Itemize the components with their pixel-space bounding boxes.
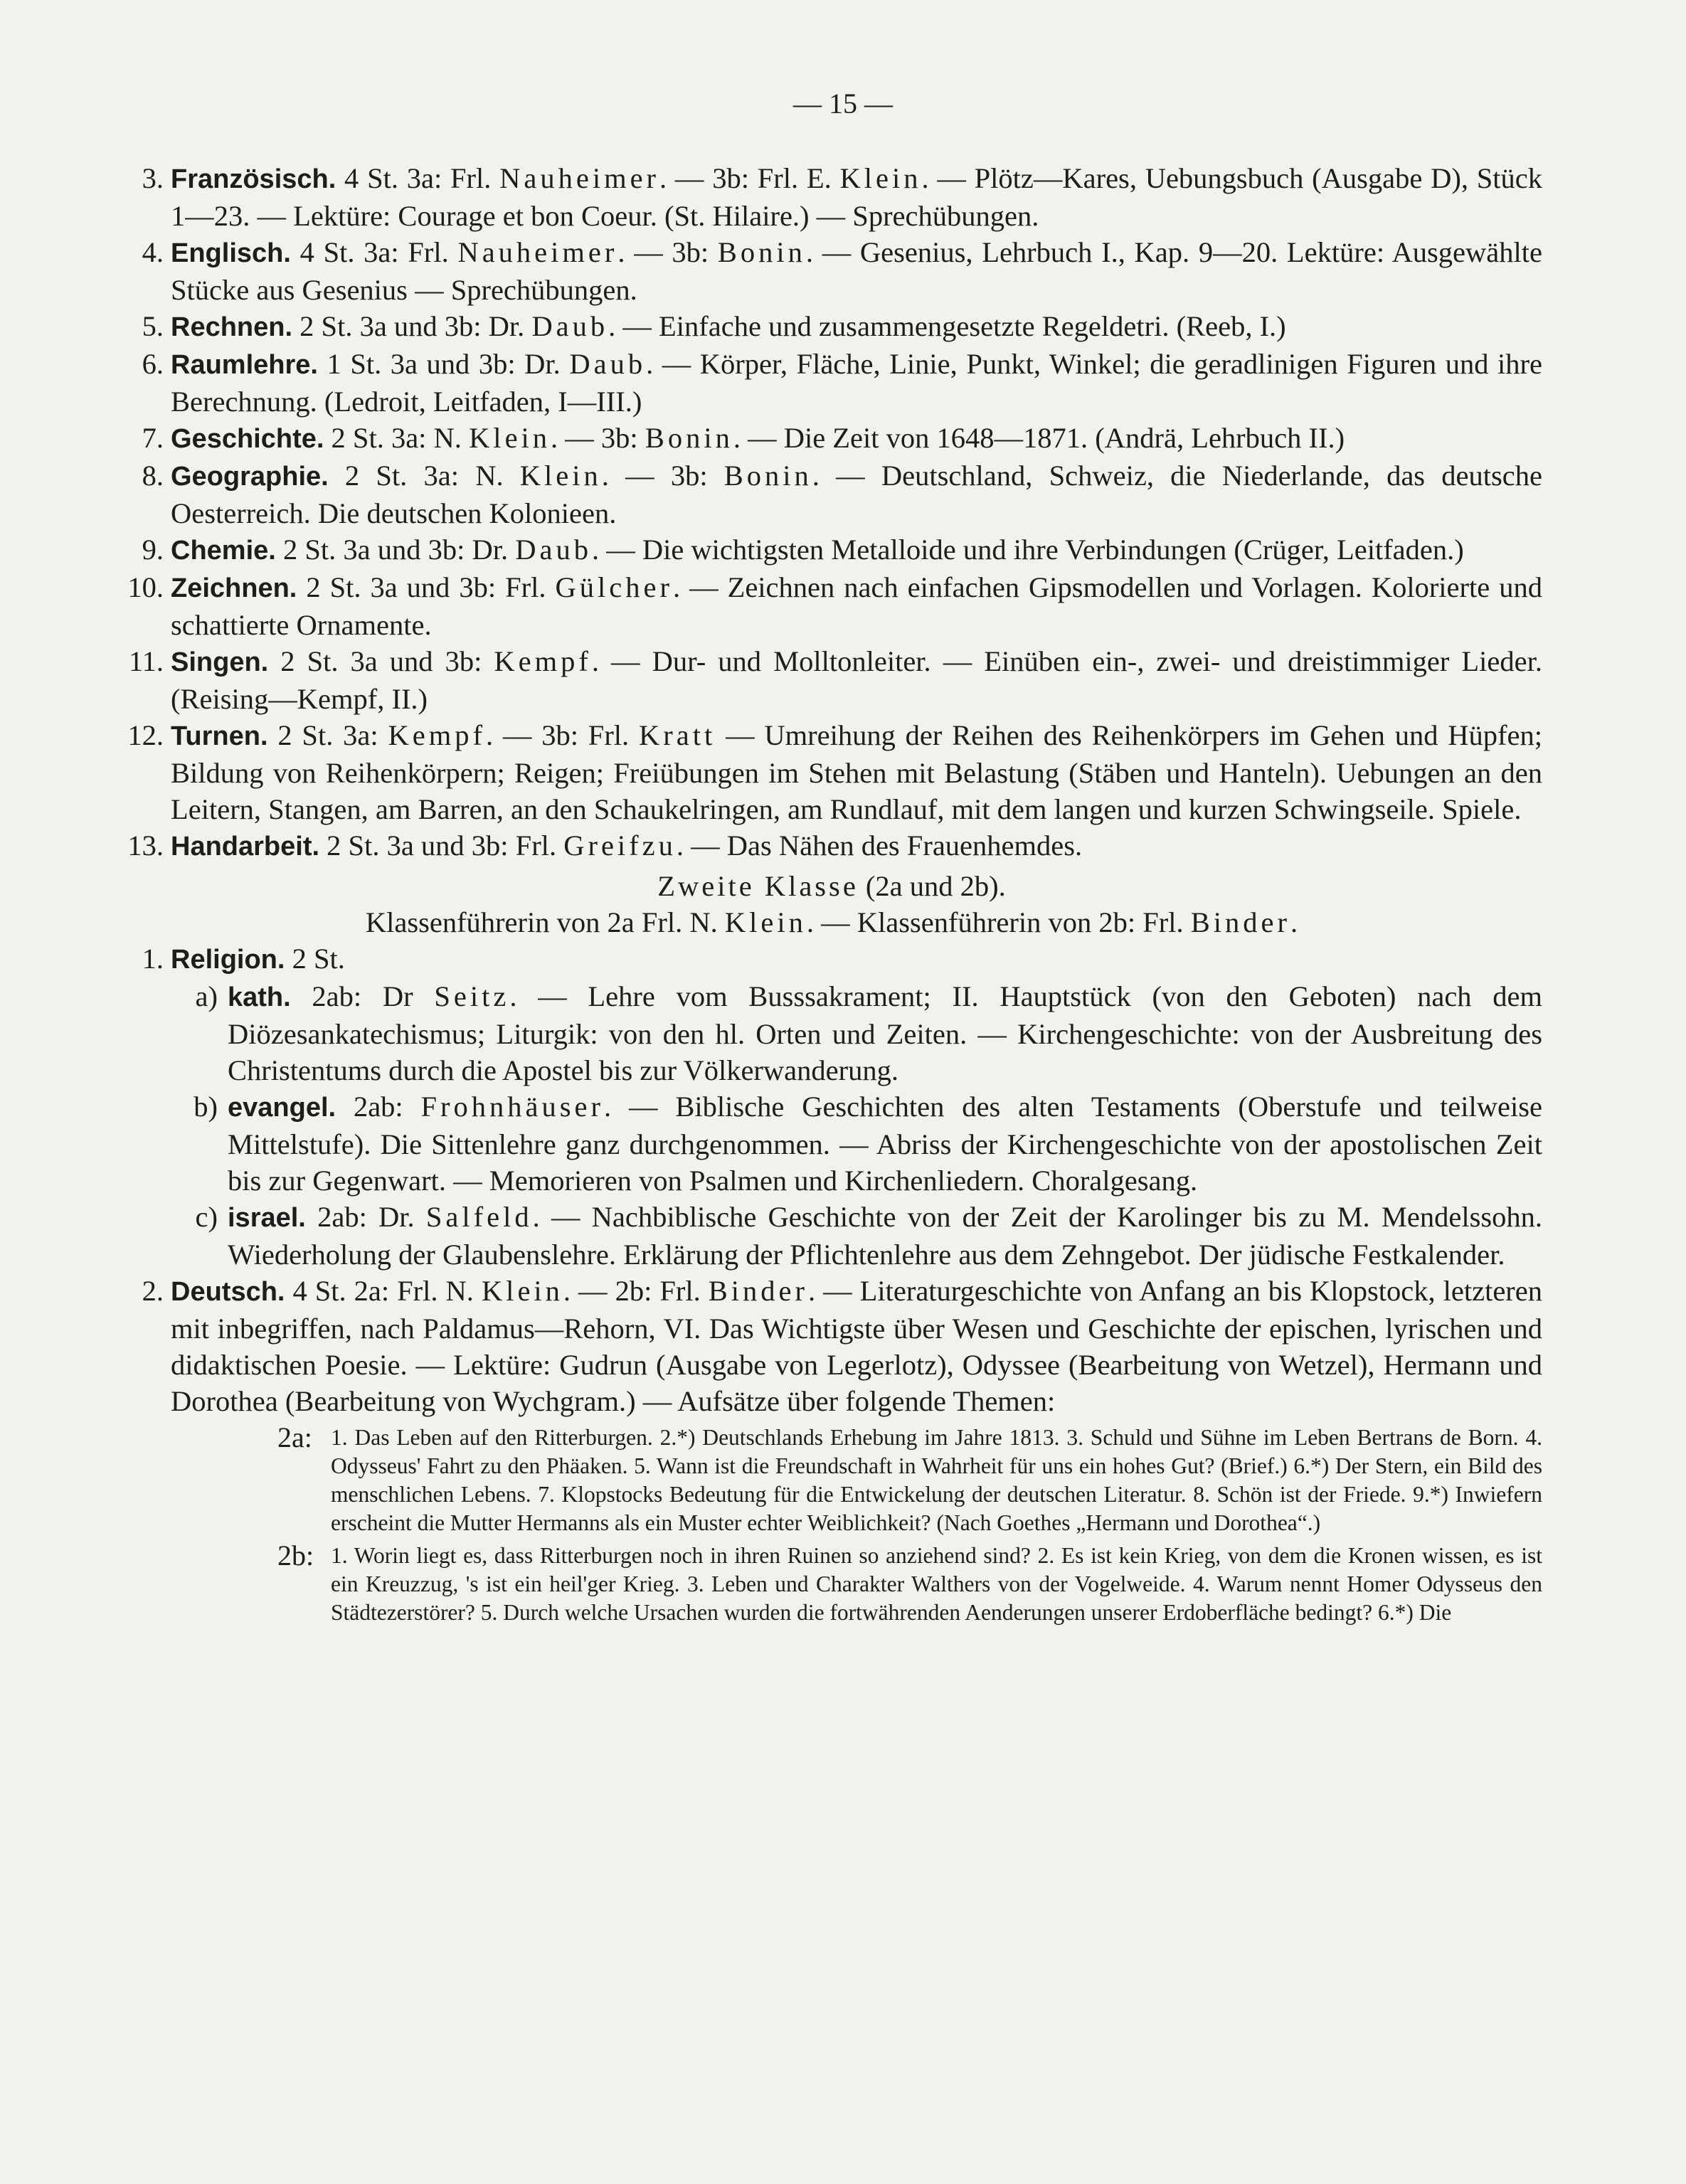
- person-name: Nauheimer: [457, 236, 618, 268]
- theme-class: 2a:: [277, 1421, 312, 1453]
- theme-block: [277, 1421, 1542, 1537]
- text-run: . — Deutschland, Schweiz, die Niederlande, das deutsche Oesterreich. Die deutschen Kolonieen.: [171, 460, 1542, 529]
- text-run: 2ab: Dr.: [305, 1201, 426, 1233]
- subject-item: [121, 346, 1542, 420]
- subject-body: [171, 940, 1542, 978]
- subject-body: [171, 160, 1542, 234]
- text-run: 4 St.: [336, 162, 407, 194]
- subject-number: 1.: [142, 943, 164, 975]
- person-name: Gülcher: [555, 571, 673, 603]
- person-name: Daub: [515, 534, 592, 566]
- subject-heading: Religion.: [171, 945, 285, 975]
- subject-number: 4.: [142, 236, 164, 268]
- text-run: . — Die Zeit von 1648—1871. (Andrä, Lehrbuch II.): [733, 422, 1345, 454]
- text-run: 1 St. 3a und 3b: Dr.: [317, 348, 570, 380]
- essay-themes: [121, 1421, 1542, 1627]
- subject-number: 7.: [142, 422, 164, 454]
- subsection-label: b): [193, 1091, 218, 1123]
- person-name: Binder: [708, 1275, 808, 1307]
- subject-body: [171, 346, 1542, 420]
- subject-body: [171, 717, 1542, 827]
- text-run: . — 3b:: [551, 422, 645, 454]
- person-name: Bonin: [717, 236, 806, 268]
- religion-subsections: [121, 978, 1542, 1273]
- text-run: . — Klassenführerin von 2b: Frl.: [806, 906, 1191, 938]
- text-run: 2 St. 3a: N.: [328, 460, 520, 492]
- person-name: Klein: [481, 1275, 563, 1307]
- subject-religion: [121, 940, 1542, 978]
- text-run: . — Dur- und Molltonleiter. — Einüben ein-, zwei- und dreistimmiger Lieder. (Reising—Kempf, II.): [171, 645, 1542, 715]
- subject-item: [121, 420, 1542, 457]
- text-run: . — Zeichnen nach einfachen Gipsmodellen und Vorlagen. Kolorierte und schattierte Ornamente.: [171, 571, 1542, 641]
- person-name: Bonin: [723, 460, 812, 492]
- subject-list: [121, 160, 1542, 865]
- subsection-heading: evangel.: [228, 1093, 336, 1123]
- subject-body: [171, 420, 1542, 457]
- person-name: Klein: [519, 460, 602, 492]
- text-run: . — Literaturgeschichte von Anfang an bis Klopstock, letzteren mit inbegriffen, nach Paldamus—Rehorn, VI. Das Wichtigste über Wesen und Geschichte der epischen, lyrischen und didaktischen Poesie. — Lektüre: Gudrun (Ausgabe von Legerlotz), Odyssee (Bearbeitung von Wetzel), Hermann und Dorothea (Bearbeitung von Wychgram.) — Aufsätze über folgende Themen:: [171, 1275, 1543, 1417]
- text-run: . — Biblische Geschichten des alten Testaments (Oberstufe und teilweise Mittelstufe). Die Sittenlehre ganz durchgenommen. — Abriss der Kirchengeschichte von der apostolischen Zeit bis zur Gegenwart. — Memorieren von Psalmen und Kirchenliedern. Choralgesang.: [228, 1091, 1542, 1197]
- subject-number: 8.: [142, 460, 164, 492]
- subject-number: 12.: [127, 719, 164, 751]
- subsection-body: [228, 1199, 1542, 1273]
- subject-heading: Rechnen.: [171, 312, 293, 342]
- class-leaders: [121, 904, 1542, 940]
- subject-heading: Handarbeit.: [171, 832, 320, 862]
- subject-item: [121, 160, 1542, 234]
- person-name: Binder: [1190, 906, 1291, 938]
- text-run: . — Nachbiblische Geschichte von der Zeit der Karolinger bis zu M. Mendelssohn. Wiederholung der Glaubenslehre. Erklärung der Pflichtenlehre aus dem Zehngebot. Der jüdische Festkalender.: [228, 1201, 1542, 1271]
- theme-block: [277, 1539, 1542, 1627]
- subsection-body: [228, 978, 1542, 1088]
- text-run: Klassenführerin von 2a Frl. N.: [365, 906, 725, 938]
- theme-text: 1. Worin liegt es, dass Ritterburgen noch in ihren Ruinen so anziehend sind? 2. Es ist kein Krieg, von dem die Kronen wissen, es ist ein Kreuzzug, 's ist ein heil'ger Krieg. 3. Leben und Charakter Walthers von der Vogelweide. 4. Warum nennt Homer Odysseus den Städtezerstörer? 5. Durch welche Ursachen wurden die fortwährenden Aenderungen unserer Erdoberfläche bedingt? 6.*) Die: [331, 1543, 1542, 1625]
- page-content: [121, 160, 1542, 1627]
- person-name: Kempf: [494, 645, 592, 677]
- section-title-rest: (2a und 2b).: [858, 870, 1006, 902]
- subject-heading: Geographie.: [171, 462, 329, 492]
- subject-number: 3.: [142, 162, 164, 194]
- text-run: 4 St. 2a: Frl. N.: [285, 1275, 482, 1307]
- subject-item: [121, 457, 1542, 531]
- person-name: Daub: [531, 310, 609, 342]
- subject-number: 11.: [128, 645, 164, 677]
- subject-body: [171, 531, 1542, 569]
- text-run: 2 St. 3a und 3b: Frl.: [297, 571, 556, 603]
- text-run: 2 St. 3a:: [267, 719, 388, 751]
- subject-body: [171, 234, 1542, 308]
- subject-heading: Chemie.: [171, 536, 276, 566]
- subject-body: [171, 1273, 1542, 1419]
- subsection-body: [228, 1088, 1542, 1199]
- religion-subsection: [121, 1199, 1542, 1273]
- text-run: 4 St. 3a: Frl.: [290, 236, 458, 268]
- person-name: Klein: [839, 162, 922, 194]
- subject-item: [121, 717, 1542, 827]
- person-name: Bonin: [645, 422, 733, 454]
- subject-item: [121, 531, 1542, 569]
- subject-heading: Raumlehre.: [171, 350, 318, 380]
- subject-heading: Singen.: [171, 647, 269, 677]
- text-run: 2 St. 3a und 3b: Dr.: [275, 534, 516, 566]
- section-heading: [121, 868, 1542, 904]
- subject-item: [121, 827, 1542, 865]
- text-run: — Umreihung der Reihen des Reihenkörpers im Gehen und Hüpfen; Bildung von Reihenkörpern; Reigen; Freiübungen im Stehen mit Belastung (Stäben und Hanteln). Uebungen an den Leitern, Stangen, am Barren, an den Schaukelringen, am Rundlauf, mit dem langen und kurzen Schwingseile. Spiele.: [171, 719, 1542, 825]
- subject-number: 13.: [127, 829, 164, 862]
- religion-subsection: [121, 1088, 1542, 1199]
- subject-item: [121, 569, 1542, 643]
- subject-heading: Deutsch.: [171, 1277, 285, 1307]
- subject-number: 10.: [127, 571, 164, 603]
- subject-body: [171, 457, 1542, 531]
- theme-class: 2b:: [277, 1539, 314, 1571]
- subject-heading: Französisch.: [171, 164, 336, 194]
- text-run: . — Körper, Fläche, Linie, Punkt, Winkel; die geradlinigen Figuren und ihre Berechnung. (Ledroit, Leitfaden, I—III.): [171, 348, 1542, 418]
- subsection-heading: israel.: [228, 1203, 306, 1233]
- text-run: 2ab: Dr: [290, 980, 435, 1012]
- person-name: Frohnhäuser: [420, 1091, 604, 1123]
- subject-heading: Englisch.: [171, 238, 291, 268]
- person-name: Seitz: [434, 980, 510, 1012]
- person-name: Kratt: [639, 719, 716, 751]
- person-name: Salfeld: [425, 1201, 533, 1233]
- subsection-label: a): [195, 980, 218, 1012]
- subject-body: [171, 643, 1542, 717]
- text-run: . — Lehre vom Busssakrament; II. Hauptstück (von den Geboten) nach dem Diözesankatechismus; Liturgik: von den hl. Orten und Zeiten. — Kirchengeschichte: von der Ausbreitung des Christentums durch die Apostel bis zur Völkerwanderung.: [228, 980, 1543, 1086]
- text-run: . — Das Nähen des Frauenhemdes.: [676, 829, 1083, 862]
- subject-body: [171, 827, 1542, 865]
- text-run: . — 3b: Frl. E.: [659, 162, 840, 194]
- text-run: 2 St. 3a und 3b:: [268, 645, 494, 677]
- text-run: 2 St. 3a und 3b: Frl.: [319, 829, 564, 862]
- text-run: 2 St. 3a: N.: [324, 422, 470, 454]
- text-run: .: [1290, 906, 1298, 938]
- subject-heading: Geschichte.: [171, 424, 324, 454]
- subsection-heading: kath.: [228, 982, 291, 1012]
- subject-item: [121, 234, 1542, 308]
- person-name: Nauheimer: [499, 162, 660, 194]
- subject-item: [121, 308, 1542, 346]
- text-run: 2 St. 3a und 3b: Dr.: [292, 310, 532, 342]
- text-run: 2ab:: [336, 1091, 421, 1123]
- subject-heading: Turnen.: [171, 721, 268, 751]
- subsection-label: c): [195, 1201, 218, 1233]
- subject-number: 2.: [142, 1275, 164, 1307]
- text-run: . — Einfache und zusammengesetzte Regeldetri. (Reeb, I.): [608, 310, 1286, 342]
- page-number: — 15 —: [793, 88, 893, 120]
- text-run: . — 3b:: [601, 460, 724, 492]
- subject-hours: 2 St.: [285, 943, 345, 975]
- subject-body: [171, 308, 1542, 346]
- theme-text: 1. Das Leben auf den Ritterburgen. 2.*) Deutschlands Erhebung im Jahre 1813. 3. Schuld und Sühne im Leben Bertrans de Born. 4. Odysseus' Fahrt zu den Phäaken. 5. Wann ist die Freundschaft in Wahrheit für uns ein hohes Gut? (Brief.) 6.*) Der Stern, ein Bild des menschlichen Lebens. 7. Klopstocks Bedeutung für die Entwickelung der deutschen Literatur. 8. Schön ist der Friede. 9.*) Inwiefern erscheint die Mutter Hermanns als ein Muster echter Weiblichkeit? (Nach Goethes „Hermann und Dorothea“.): [331, 1425, 1542, 1535]
- subject-item: [121, 643, 1542, 717]
- religion-subsection: [121, 978, 1542, 1088]
- subject-number: 6.: [142, 348, 164, 380]
- person-name: Klein: [469, 422, 551, 454]
- text-run: . — 2b: Frl.: [563, 1275, 709, 1307]
- person-name: Kempf: [388, 719, 486, 751]
- section-title: Zweite Klasse: [657, 870, 859, 902]
- person-name: Daub: [569, 348, 647, 380]
- text-run: . — 3b: Frl.: [485, 719, 640, 751]
- text-run: . — Die wichtigsten Metalloide und ihre Verbindungen (Crüger, Leitfaden.): [591, 534, 1464, 566]
- subject-number: 9.: [142, 534, 164, 566]
- person-name: Greifzu: [563, 829, 677, 862]
- text-run: . — Gesenius, Lehrbuch I., Kap. 9—20. Lektüre: Ausgewählte Stücke aus Gesenius — Sprechübungen.: [171, 236, 1542, 306]
- text-run: . — 3b:: [617, 236, 718, 268]
- subject-body: [171, 569, 1542, 643]
- subject-number: 5.: [142, 310, 164, 342]
- text-run: . — Plötz—Kares, Uebungsbuch (Ausgabe D), Stück 1—23. — Lektüre: Courage et bon Coeur. (St. Hilaire.) — Sprechübungen.: [171, 162, 1542, 232]
- subject-heading: Zeichnen.: [171, 573, 297, 603]
- person-name: Klein: [724, 906, 807, 938]
- subject-deutsch: [121, 1273, 1542, 1419]
- text-run: 3a: Frl.: [406, 162, 500, 194]
